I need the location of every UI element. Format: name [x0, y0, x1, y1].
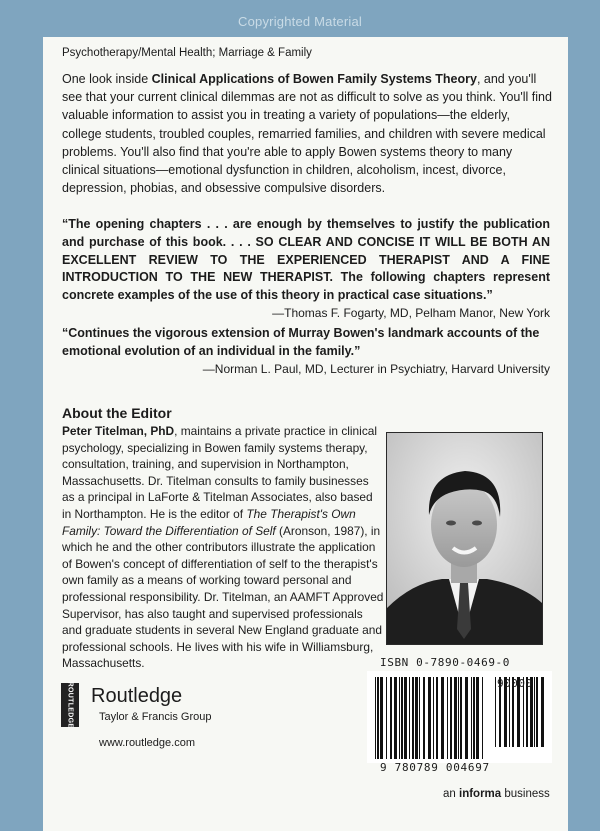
intro-text-1: One look inside — [62, 72, 152, 86]
publisher-group: Taylor & Francis Group — [99, 711, 212, 723]
bio-text-2: (Aronson, 1987), in which he and the other contributors illustrate the application of Bowen's concept of differentiation of self to the therapist's own family as a means of working toward personal and professional responsibility. Dr. Titelman, an AAMFT Approved Supervisor, has also taught and supervised professionals and graduate students in several New England graduate and professional schools. He lives with his wife in Williamsburg, Massachusetts. — [62, 523, 384, 671]
editor-photo — [386, 432, 543, 645]
barcode-bar — [495, 677, 496, 747]
quote-paul — [62, 325, 550, 378]
publisher-name: Routledge — [91, 685, 183, 707]
barcode-bar — [436, 677, 438, 759]
barcode-bar — [541, 677, 544, 747]
bio-text-1: , maintains a private practice in clinical psychology, specializing in Bowen family systems therapy, consultation, training, and supervision in Northampton, Massachusetts. Dr. Titelman consults to family businesses as a principal in LaForte & Titelman Associates, also based in Northampton. He is the editor of — [62, 424, 378, 521]
barcode-bar — [399, 677, 400, 759]
barcode-bar — [423, 677, 425, 759]
barcode-bar — [473, 677, 475, 759]
quote-text: “Continues the vigorous extension of Murray Bowen's landmark accounts of the emotional evolution of an individual in the family.” — [62, 326, 540, 358]
barcode-bar — [476, 677, 479, 759]
book-title: Clinical Applications of Bowen Family Systems Theory — [151, 72, 477, 86]
barcode-bar — [394, 677, 397, 759]
barcode-bar — [534, 677, 535, 747]
informa-tagline: an informa business — [443, 788, 550, 800]
quote-text: “The opening chapters . . . are enough by themselves to justify the publication and purchase of this book. . . . SO CLEAR AND CONCISE IT WILL BE BOTH AN EXCELLENT REVIEW TO THE EXPERIENCED THERAPIST AND A FINE INTRODUCTION TO THE NEW THERAPIST. The following chapters represent concrete examples of the use of this theory in practical case situations.” — [62, 217, 550, 303]
about-heading: About the Editor — [62, 405, 172, 421]
back-cover — [43, 37, 568, 831]
about-paragraph — [62, 423, 384, 672]
barcode-bar — [441, 677, 444, 759]
isbn-text: ISBN 0-7890-0469-0 — [380, 656, 511, 669]
barcode-bar — [450, 677, 452, 759]
routledge-logo: ROUTLEDGE — [61, 683, 79, 727]
barcode-bar — [465, 677, 468, 759]
barcode-bar — [380, 677, 383, 759]
publisher-url: www.routledge.com — [99, 737, 195, 749]
barcode-bar — [458, 677, 459, 759]
editor-name: Peter Titelman, PhD — [62, 424, 175, 438]
barcode-bar — [390, 677, 392, 759]
barcode-bar — [415, 677, 418, 759]
barcode-bar — [447, 677, 448, 759]
barcode-bar — [375, 677, 376, 759]
barcode-bar — [409, 677, 410, 759]
quote-fogarty — [62, 216, 550, 322]
quote-attribution: —Thomas F. Fogarty, MD, Pelham Manor, New York — [272, 305, 550, 320]
barcode-bar — [454, 677, 457, 759]
barcode-bar — [536, 677, 538, 747]
barcode-digits: 9 780789 004697 — [380, 761, 490, 774]
barcode-bar — [412, 677, 414, 759]
quote-attribution: —Norman L. Paul, MD, Lecturer in Psychiatry, Harvard University — [202, 361, 550, 376]
editor-portrait-image — [387, 433, 542, 644]
barcode-bar — [377, 677, 379, 759]
category-label: Psychotherapy/Mental Health; Marriage & Family — [62, 47, 312, 59]
barcode-bar — [433, 677, 434, 759]
barcode-bar — [482, 677, 483, 759]
editor-book-title: The Therapist's Own Family: Toward the Differentiation of Self — [62, 506, 356, 538]
price-code: 90000 — [497, 677, 533, 690]
barcode-bar — [401, 677, 403, 759]
intro-paragraph — [62, 70, 552, 197]
barcode-bar — [460, 677, 462, 759]
barcode-bar — [386, 677, 387, 759]
barcode-bar — [471, 677, 472, 759]
barcode-bar — [404, 677, 407, 759]
informa-brand: informa — [459, 788, 502, 800]
watermark: Copyrighted Material — [238, 14, 362, 29]
barcode-bar — [419, 677, 420, 759]
intro-text-2: , and you'll see that your current clinical dilemmas are not as difficult to solve as you think. You'll find valuable information to assist you in treating a variety of populations—the elderly, college students, troubled couples, remarried families, and children with severe medical problems. You'll also find that you're able to apply Bowen systems theory to many clinical situations—emotional dysfunction in children, alcoholism, incest, divorce, depression, phobias, and obsessive compulsive disorders. — [62, 72, 552, 196]
barcode-bar — [428, 677, 431, 759]
